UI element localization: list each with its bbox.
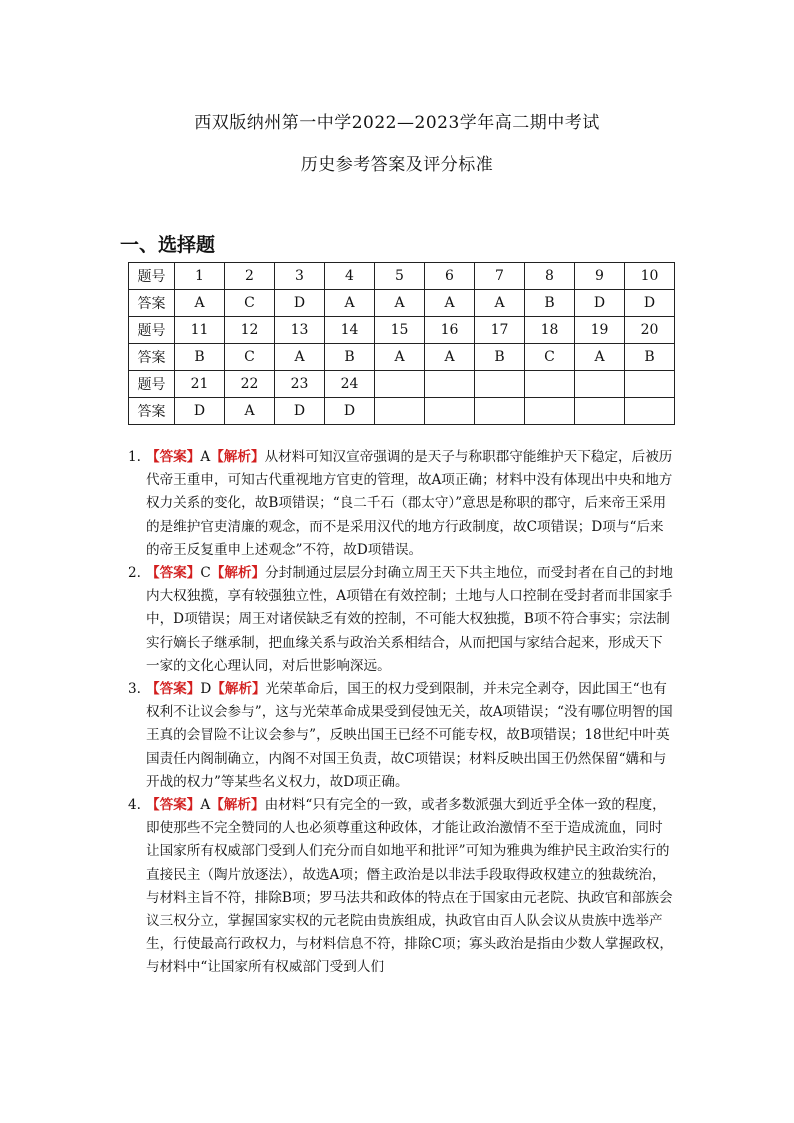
explanation-text: 由材料“只有完全的一致，或者多数派强大到近乎全体一致的程度，即使那些不完全赞同的人也必须尊重这种政体，才能让政治激情不至于造成流血，同时让国家所有权威部门受到人们充分而自如地平和批评”可知为雅典为维护民主政治实行的直接民主（陶片放逐法），故选A项；僭主政治是以非法手段取得政权建立的独裁统治，与材料主旨不符，排除B项；罗马法共和政体的特点在于国家由元老院、执政官和部族会议三权分立，掌握国家实权的元老院由贵族组成，执政官由百人队会议从贵族中选举产生，行使最高行政权力，与材料信息不符，排除C项；寡头政治是指由少数人掌握政权，与材料中“让国家所有权威部门受到人们	[146, 797, 673, 976]
item-number: 4.	[128, 797, 141, 814]
table-cell: 23	[275, 371, 325, 398]
item-number: 2.	[128, 565, 141, 582]
table-cell: C	[225, 290, 275, 317]
table-cell: D	[575, 290, 625, 317]
table-cell	[475, 371, 525, 398]
answer-tag: 【答案】	[146, 797, 201, 814]
document-title: 西双版纳州第一中学2022—2023学年高二期中考试	[194, 113, 600, 133]
table-cell: 9	[575, 263, 625, 290]
answer-table	[128, 262, 675, 425]
explanation-item	[128, 446, 673, 562]
answer-tag: 【答案】	[146, 681, 201, 698]
explanation-item	[128, 562, 673, 678]
table-cell: 13	[275, 317, 325, 344]
table-cell: A	[175, 290, 225, 317]
table-cell	[625, 371, 675, 398]
table-cell	[475, 398, 525, 425]
table-cell: D	[625, 290, 675, 317]
table-cell	[575, 371, 625, 398]
table-cell: 20	[625, 317, 675, 344]
table-cell	[525, 371, 575, 398]
table-cell: A	[275, 344, 325, 371]
document-subtitle: 历史参考答案及评分标准	[300, 155, 494, 175]
table-cell: A	[225, 398, 275, 425]
table-cell: 10	[625, 263, 675, 290]
row-label: 答案	[129, 344, 175, 371]
table-cell: 21	[175, 371, 225, 398]
table-cell: 8	[525, 263, 575, 290]
section-heading: 一、选择题	[120, 234, 216, 256]
table-cell: A	[425, 290, 475, 317]
explanation-text: 光荣革命后，国王的权力受到限制，并未完全剥夺，因此国王“也有权利不让议会参与”，这与光荣革命成果受到侵蚀无关，故A项错误；“没有哪位明智的国王真的会冒险不让议会参与”，反映出国王已经不可能专权，故B项错误；18世纪中叶英国责任内阁制确立，内阁不对国王负责，故C项错误；材料反映出国王仍然保留“媾和与开战的权力”等某些名义权力，故D项正确。	[146, 681, 673, 790]
row-label: 题号	[129, 263, 175, 290]
table-cell	[375, 371, 425, 398]
table-cell: 17	[475, 317, 525, 344]
table-cell: 6	[425, 263, 475, 290]
table-cell: A	[575, 344, 625, 371]
explanation-item	[128, 794, 673, 980]
table-cell: B	[475, 344, 525, 371]
analysis-tag: 【解析】	[210, 449, 265, 465]
row-label: 答案	[129, 398, 175, 425]
table-cell: 3	[275, 263, 325, 290]
table-cell: A	[375, 344, 425, 371]
explanation-text: 分封制通过层层分封确立周王天下共主地位，而受封者在自己的封地内大权独揽，享有较强独立性，A项错在有效控制；土地与人口控制在受封者而非国家手中，D项错误；周王对诸侯缺乏有效的控制，不可能大权独揽，B项不符合事实；宗法制实行嫡长子继承制，把血缘关系与政治关系相结合，从而把国与家结合起来，形成天下一家的文化心理认同，对后世影响深远。	[146, 565, 673, 674]
table-cell: 16	[425, 317, 475, 344]
table-cell: 24	[325, 371, 375, 398]
table-cell: D	[275, 290, 325, 317]
answer-tag: 【答案】	[146, 449, 201, 465]
table-cell: 14	[325, 317, 375, 344]
table-cell: B	[175, 344, 225, 371]
answer-value: C	[200, 565, 211, 582]
table-cell: C	[525, 344, 575, 371]
analysis-tag: 【解析】	[210, 565, 266, 582]
table-cell: 15	[375, 317, 425, 344]
answer-table-row	[129, 344, 675, 371]
explanation-list	[128, 446, 673, 980]
answer-table-row	[129, 263, 675, 290]
answer-tag: 【答案】	[146, 565, 201, 582]
answer-table-row	[129, 317, 675, 344]
table-cell: 11	[175, 317, 225, 344]
answer-table-row	[129, 371, 675, 398]
row-label: 题号	[129, 317, 175, 344]
row-label: 答案	[129, 290, 175, 317]
table-cell: D	[275, 398, 325, 425]
table-cell: A	[475, 290, 525, 317]
analysis-tag: 【解析】	[210, 797, 265, 814]
table-cell: 1	[175, 263, 225, 290]
table-cell: B	[625, 344, 675, 371]
answer-value: A	[200, 797, 211, 814]
analysis-tag: 【解析】	[211, 681, 266, 698]
table-cell	[425, 371, 475, 398]
table-cell	[625, 398, 675, 425]
answer-value: A	[200, 449, 211, 465]
table-cell: 5	[375, 263, 425, 290]
table-cell: 12	[225, 317, 275, 344]
table-cell	[425, 398, 475, 425]
table-cell: A	[425, 344, 475, 371]
table-cell: D	[325, 398, 375, 425]
table-cell	[575, 398, 625, 425]
item-number: 3.	[128, 681, 141, 698]
table-cell	[525, 398, 575, 425]
answer-table-row	[129, 398, 675, 425]
table-cell: 4	[325, 263, 375, 290]
table-cell: D	[175, 398, 225, 425]
table-cell: 22	[225, 371, 275, 398]
item-number: 1.	[128, 449, 141, 465]
table-cell: 7	[475, 263, 525, 290]
table-cell: A	[375, 290, 425, 317]
table-cell: A	[325, 290, 375, 317]
row-label: 题号	[129, 371, 175, 398]
answer-value: D	[200, 681, 212, 698]
table-cell: 19	[575, 317, 625, 344]
table-cell	[375, 398, 425, 425]
explanation-text: 从材料可知汉宣帝强调的是天子与称职郡守能维护天下稳定，后被历代帝王重申，可知古代重视地方官吏的管理，故A项正确；材料中没有体现出中央和地方权力关系的变化，故B项错误；“良二千石（郡太守）”意思是称职的郡守，后来帝王采用的是维护官吏清廉的观念，而不是采用汉代的地方行政制度，故C项错误；D项与“后来的帝王反复重申上述观念”不符，故D项错误。	[146, 449, 673, 558]
table-cell: B	[525, 290, 575, 317]
table-cell: 2	[225, 263, 275, 290]
table-cell: B	[325, 344, 375, 371]
explanation-item	[128, 678, 673, 794]
answer-table-row	[129, 290, 675, 317]
table-cell: 18	[525, 317, 575, 344]
table-cell: C	[225, 344, 275, 371]
